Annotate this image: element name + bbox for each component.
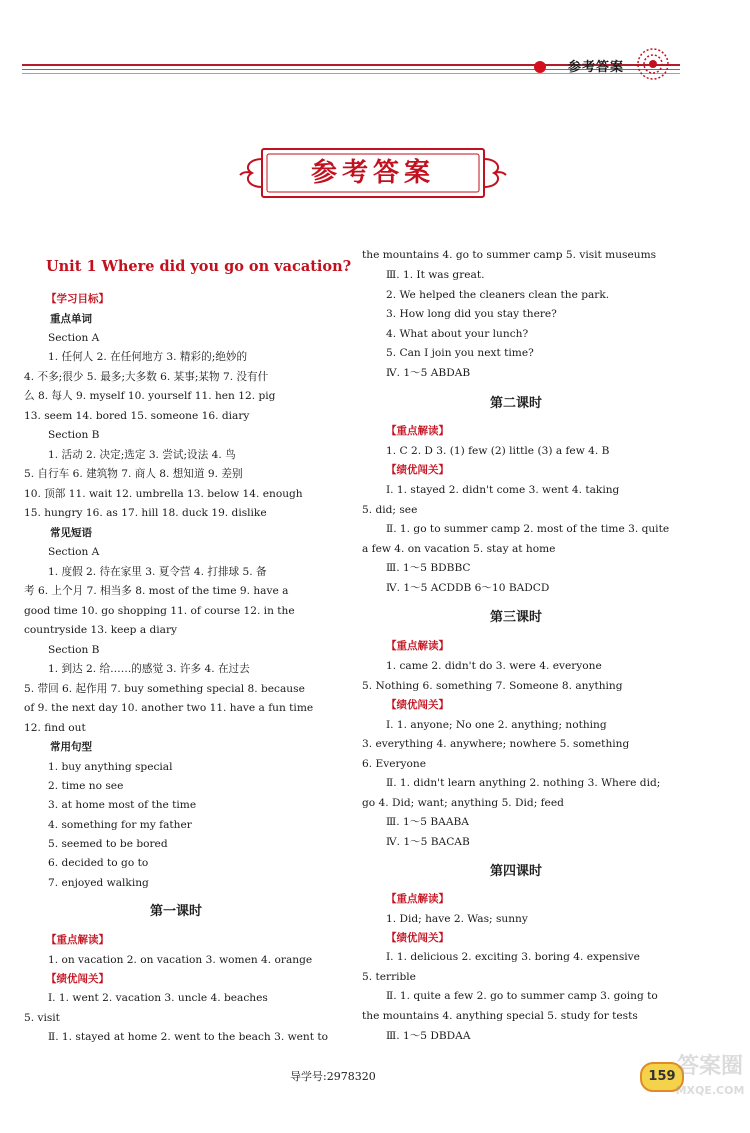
answer-line: 1. Did; have 2. Was; sunny xyxy=(386,913,528,925)
answer-line: 6. Everyone xyxy=(362,758,426,770)
unit-title: Unit 1 Where did you go on vacation? xyxy=(46,258,352,275)
header-section-title: 参考答案 xyxy=(568,60,625,75)
answer-line: a few 4. on vacation 5. stay at home xyxy=(362,543,556,555)
answer-line: Ⅲ. 1～5 DBDAA xyxy=(386,1030,471,1042)
answer-line: Ⅳ. 1～5 ACDDB 6～10 BADCD xyxy=(386,582,550,594)
answer-line: Ⅱ. 1. go to summer camp 2. most of the time 3. quite xyxy=(386,523,670,535)
answer-line: Ⅲ. 1～5 BDBBC xyxy=(386,562,471,574)
guide-number: 导学号:2978320 xyxy=(290,1070,376,1083)
answer-line: 1. C 2. D 3. (1) few (2) little (3) a few 4. B xyxy=(386,445,610,457)
section-tag: 【绩优闯关】 xyxy=(386,464,449,476)
answer-line: 1. 度假 2. 待在家里 3. 夏令营 4. 打排球 5. 备 xyxy=(48,566,267,578)
answer-line: Ⅰ. 1. anyone; No one 2. anything; nothing xyxy=(386,719,607,731)
watermark-bottom: MXQE.COM xyxy=(675,1084,745,1097)
section-tag: 【重点解读】 xyxy=(386,425,449,437)
header-dot xyxy=(534,61,546,73)
answer-line: 1. buy anything special xyxy=(48,761,173,773)
watermark-top: 答案圈 xyxy=(676,1054,743,1079)
answer-line: 5. Nothing 6. something 7. Someone 8. anything xyxy=(362,680,623,692)
answer-line: of 9. the next day 10. another two 11. have a fun time xyxy=(24,702,314,714)
answer-line: 4. something for my father xyxy=(48,819,192,831)
answer-line: 5. seemed to be bored xyxy=(48,838,168,850)
answer-line: 5. 带回 6. 起作用 7. buy something special 8. because xyxy=(24,683,305,695)
answer-line: Ⅳ. 1～5 ABDAB xyxy=(386,367,471,379)
answer-line: Section A xyxy=(48,546,100,558)
answer-line: 么 8. 每人 9. myself 10. yourself 11. hen 12. pig xyxy=(24,390,276,402)
answer-line: Ⅱ. 1. didn't learn anything 2. nothing 3. Where did; xyxy=(386,777,661,789)
section-tag: 【绩优闯关】 xyxy=(46,973,109,985)
section-tag: 【绩优闯关】 xyxy=(386,699,449,711)
answer-line: 7. enjoyed walking xyxy=(48,877,149,889)
banner-title: 参考答案 xyxy=(310,158,435,188)
lesson-heading: 第四课时 xyxy=(490,864,543,879)
lesson-heading: 第一课时 xyxy=(150,904,203,919)
answer-line: Section A xyxy=(48,332,100,344)
answer-line: 1. 活动 2. 决定;选定 3. 尝试;设法 4. 鸟 xyxy=(48,449,236,461)
answer-line: 15. hungry 16. as 17. hill 18. duck 19. dislike xyxy=(24,507,267,519)
answer-line: 3. everything 4. anywhere; nowhere 5. something xyxy=(362,738,630,750)
answer-line: 1. came 2. didn't do 3. were 4. everyone xyxy=(386,660,602,672)
answer-line: Ⅲ. 1. It was great. xyxy=(386,269,485,281)
answer-line: Ⅰ. 1. went 2. vacation 3. uncle 4. beaches xyxy=(48,992,268,1004)
answer-line: 4. What about your lunch? xyxy=(386,328,529,340)
answer-line: Ⅱ. 1. quite a few 2. go to summer camp 3. going to xyxy=(386,990,658,1002)
answer-line: go 4. Did; want; anything 5. Did; feed xyxy=(362,797,564,809)
answer-line: 5. did; see xyxy=(362,504,418,516)
lesson-heading: 第二课时 xyxy=(490,396,543,411)
answer-line: Ⅱ. 1. stayed at home 2. went to the beach 3. went to xyxy=(48,1031,329,1043)
watermark-logo xyxy=(675,1050,745,1120)
page-number: 159 xyxy=(640,1062,684,1092)
answer-line: 12. find out xyxy=(24,722,86,734)
subheading: 常见短语 xyxy=(50,527,92,539)
flower-ornament-icon xyxy=(635,46,671,82)
answer-line: 考 6. 上个月 7. 相当多 8. most of the time 9. have a xyxy=(24,585,289,597)
answer-line: 13. seem 14. bored 15. someone 16. diary xyxy=(24,410,250,422)
answer-line: Ⅳ. 1～5 BACAB xyxy=(386,836,470,848)
answer-line: 5. terrible xyxy=(362,971,416,983)
answer-line: 10. 顶部 11. wait 12. umbrella 13. below 14. enough xyxy=(24,488,303,500)
section-tag: 【学习目标】 xyxy=(46,293,109,305)
answer-line: the mountains 4. go to summer camp 5. visit museums xyxy=(362,249,657,261)
answer-line: 1. 到达 2. 给……的感觉 3. 许多 4. 在过去 xyxy=(48,663,250,675)
answer-line: 1. on vacation 2. on vacation 3. women 4. orange xyxy=(48,954,313,966)
lesson-heading: 第三课时 xyxy=(490,610,543,625)
answer-line: 5. Can I join you next time? xyxy=(386,347,534,359)
subheading: 常用句型 xyxy=(50,741,92,753)
answer-line: the mountains 4. anything special 5. study for tests xyxy=(362,1010,638,1022)
section-tag: 【绩优闯关】 xyxy=(386,932,449,944)
answer-line: 6. decided to go to xyxy=(48,857,149,869)
answer-line: 2. time no see xyxy=(48,780,124,792)
section-tag: 【重点解读】 xyxy=(46,934,109,946)
answer-line: 5. 自行车 6. 建筑物 7. 商人 8. 想知道 9. 差别 xyxy=(24,468,243,480)
answer-line: Section B xyxy=(48,644,100,656)
answer-line: countryside 13. keep a diary xyxy=(24,624,178,636)
answer-line: 4. 不多;很少 5. 最多;大多数 6. 某事;某物 7. 没有什 xyxy=(24,371,269,383)
answer-line: 3. How long did you stay there? xyxy=(386,308,557,320)
subheading: 重点单词 xyxy=(50,313,92,325)
answer-line: Ⅰ. 1. delicious 2. exciting 3. boring 4. expensive xyxy=(386,951,640,963)
answer-line: Section B xyxy=(48,429,100,441)
answer-line: 3. at home most of the time xyxy=(48,799,197,811)
answer-line: Ⅲ. 1～5 BAABA xyxy=(386,816,469,828)
answer-line: 5. visit xyxy=(24,1012,60,1024)
section-tag: 【重点解读】 xyxy=(386,640,449,652)
answer-line: Ⅰ. 1. stayed 2. didn't come 3. went 4. taking xyxy=(386,484,620,496)
answer-line: 2. We helped the cleaners clean the park. xyxy=(386,289,610,301)
section-tag: 【重点解读】 xyxy=(386,893,449,905)
answer-line: good time 10. go shopping 11. of course 12. in the xyxy=(24,605,295,617)
answer-line: 1. 任何人 2. 在任何地方 3. 精彩的;绝妙的 xyxy=(48,351,248,363)
